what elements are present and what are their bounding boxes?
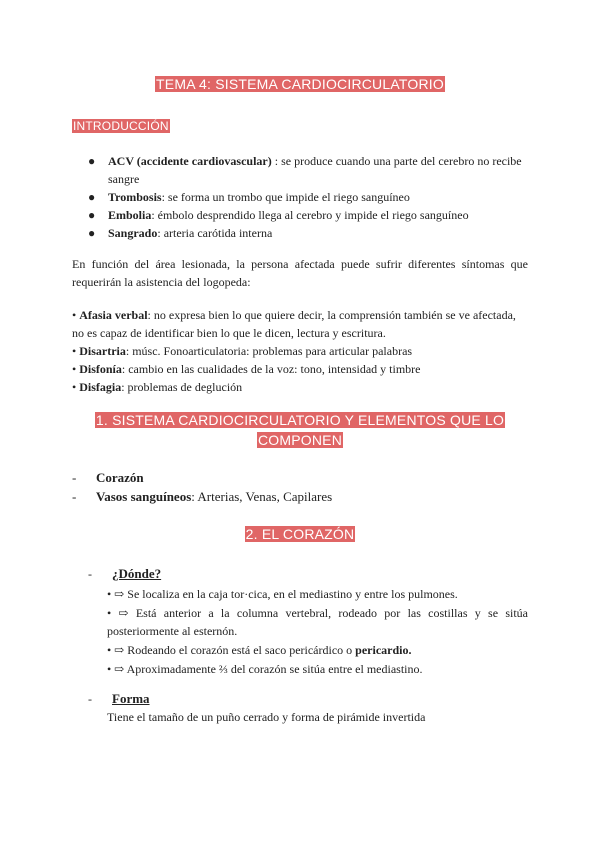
intro-heading-text: INTRODUCCIÓN <box>73 119 169 133</box>
symptom-bullet-icon: • <box>72 362 77 376</box>
symptom-term: Afasia verbal <box>79 308 148 322</box>
list-item <box>88 188 528 206</box>
forma-heading: Forma <box>112 691 150 706</box>
arrow-bullet-icon: • ⇨ <box>107 606 136 620</box>
list-item <box>72 360 528 378</box>
symptom-text: : no expresa bien lo que quiere decir, la comprensión también se ve afectada, no es capaz de identificar bien lo que le dicen, lectura y escritura. <box>72 308 516 340</box>
component-term: Vasos sanguíneos <box>96 489 192 504</box>
arrow-bullet-icon: • ⇨ <box>107 587 128 601</box>
list-item <box>107 604 528 640</box>
list-item <box>72 342 528 360</box>
page-title-text: TEMA 4: SISTEMA CARDIOCIRCULATORIO <box>156 76 444 92</box>
symptom-term: Disfonía <box>79 362 122 376</box>
symptom-bullet-icon: • <box>72 308 77 322</box>
bullet-text: : émbolo desprendido llega al cerebro y impide el riego sanguíneo <box>151 208 469 222</box>
bullet-term: Trombosis <box>108 190 162 204</box>
component-text: : Arterias, Venas, Capilares <box>191 489 333 504</box>
symptom-text: : músc. Fonoarticulatoria: problemas para articular palabras <box>125 344 413 358</box>
list-item <box>88 206 528 224</box>
dash-icon: - <box>72 489 77 504</box>
bullet-dot-icon: ● <box>88 226 96 240</box>
section-2-heading-text: 2. EL CORAZÓN <box>245 526 355 542</box>
symptom-text: : problemas de deglución <box>121 380 243 394</box>
section-1-heading-line2: COMPONEN <box>257 432 343 448</box>
list-item <box>107 660 528 678</box>
donde-heading: ¿Dónde? <box>112 566 162 581</box>
intro-bullet-list <box>88 152 528 242</box>
bullet-dot-icon: ● <box>88 208 96 222</box>
dash-icon: - <box>88 692 92 706</box>
donde-text: Se localiza en la caja tor·cica, en el mediastino y entre los pulmones. <box>127 587 458 601</box>
list-item <box>72 488 332 506</box>
arrow-bullet-icon: • ⇨ <box>107 643 128 657</box>
dash-icon: - <box>88 567 92 581</box>
component-term: Corazón <box>96 470 144 485</box>
section-1-heading <box>0 410 600 450</box>
list-item <box>88 224 528 242</box>
bullet-text: : se produce cuando una parte del cerebro no recibe sangre <box>108 154 522 186</box>
forma-text: Tiene el tamaño de un puño cerrado y forma de pirámide invertida <box>107 710 426 724</box>
bullet-dot-icon: ● <box>88 154 96 168</box>
section-2-heading <box>0 525 600 543</box>
list-item <box>72 378 528 396</box>
donde-items <box>88 585 528 678</box>
arrow-bullet-icon: • ⇨ <box>107 662 127 676</box>
donde-text: Rodeando el corazón está el saco pericárdico o <box>127 643 356 657</box>
intro-heading <box>72 117 170 135</box>
symptom-bullet-icon: • <box>72 380 77 394</box>
symptom-bullet-icon: • <box>72 344 77 358</box>
bullet-text: : arteria carótida interna <box>157 226 273 240</box>
list-item <box>88 152 528 188</box>
bullet-term: Embolia <box>108 208 152 222</box>
donde-text: Aproximadamente ⅔ del corazón se sitúa entre el mediastino. <box>126 662 423 676</box>
dash-icon: - <box>72 470 77 485</box>
symptom-text: : cambio en las cualidades de la voz: tono, intensidad y timbre <box>121 362 421 376</box>
components-list <box>72 469 332 507</box>
donde-block <box>88 565 528 679</box>
bullet-dot-icon: ● <box>88 190 96 204</box>
donde-text: Está anterior a la columna vertebral, rodeado por las costillas y se sitúa posteriormente al esternón. <box>107 606 528 638</box>
symptom-term: Disfagia <box>79 380 122 394</box>
bullet-term: Sangrado <box>108 226 158 240</box>
bullet-text: : se forma un trombo que impide el riego sanguíneo <box>161 190 410 204</box>
symptom-term: Disartria <box>79 344 126 358</box>
forma-block <box>88 690 528 726</box>
list-item <box>72 306 528 342</box>
symptom-list <box>72 306 528 396</box>
list-item <box>107 585 528 603</box>
donde-bold: pericardio. <box>355 643 412 657</box>
intro-paragraph: En función del área lesionada, la persona afectada puede sufrir diferentes síntomas que requerirán la asistencia del logopeda: <box>72 257 528 289</box>
list-item <box>72 469 332 487</box>
page-title <box>0 75 600 93</box>
list-item <box>107 641 528 659</box>
bullet-term: ACV (accidente cardiovascular) <box>108 154 272 168</box>
section-1-heading-line1: 1. SISTEMA CARDIOCIRCULATORIO Y ELEMENTOS QUE LO <box>95 412 505 428</box>
